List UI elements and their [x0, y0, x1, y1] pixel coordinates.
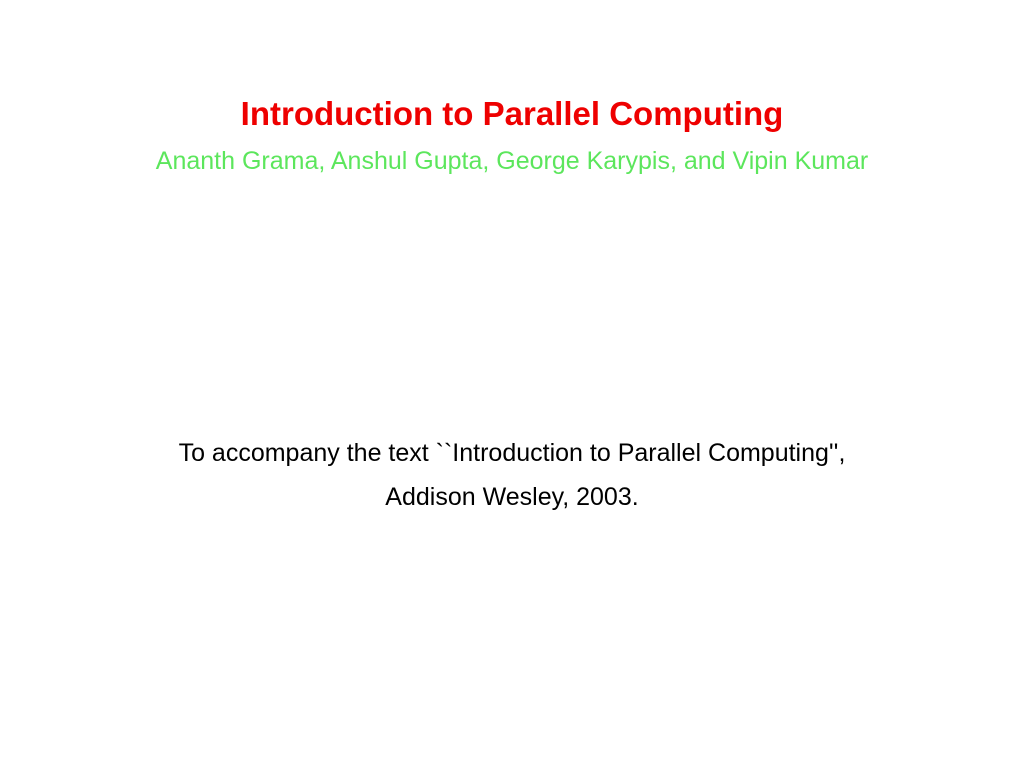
body-line-1: To accompany the text ``Introduction to Parallel Computing'', [178, 439, 846, 467]
author-list: Ananth Grama, Anshul Gupta, George Karypis, and Vipin Kumar [155, 147, 869, 175]
body-line-2: Addison Wesley, 2003. [385, 482, 639, 511]
slide-body-text [0, 432, 1024, 520]
page-title: Introduction to Parallel Computing [240, 95, 784, 133]
